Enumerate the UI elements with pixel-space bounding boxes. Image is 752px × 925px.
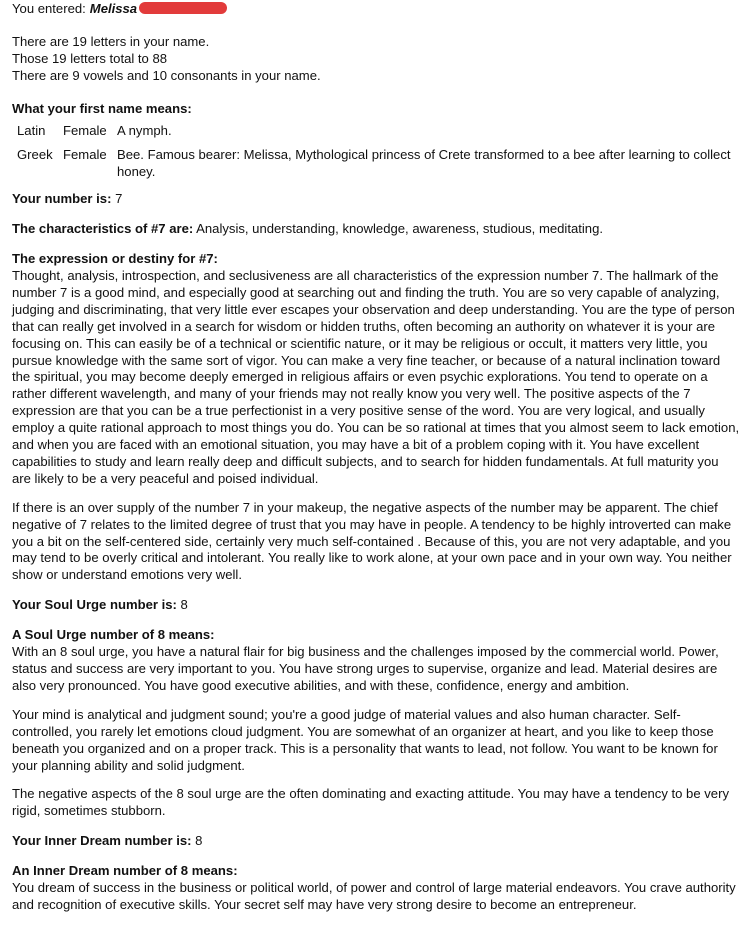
summary-total: Those 19 letters total to 88 [12,50,168,66]
summary-vowels: There are 9 vowels and 10 consonants in your name. [12,67,321,83]
dream-heading: An Inner Dream number of 8 means: [12,863,238,879]
number-value: 7 [115,191,123,207]
soul-paragraph-1: With an 8 soul urge, you have a natural flair for big business and the challenges imposed by the commercial world. Power, status and success are very important to you. You have strong urges to supervise, organize and lead. Material desires are also very pronounced. You have good executive abilities, and with these, confidence, energy and ambition. [12,644,719,693]
summary-letters: There are 19 letters in your name. [12,33,210,49]
number-label: Your number is: [12,191,112,207]
number-line [12,191,740,208]
expression-paragraph-2: If there is an over supply of the number 7 in your makeup, the negative aspects of the number may be apparent. The chief negative of 7 relates to the limited degree of trust that you may have in people. A tendency to be highly introverted can make you a bit on the self-centered side, certainly very much self-contained . Because of this, you are not very adaptable, and you may tend to be overly critical and intolerant. You really like to work alone, at your own pace and in your own way. You neither show or understand emotions very well. [12,499,732,583]
soul-paragraph-3: The negative aspects of the 8 soul urge are the often dominating and exacting attitude. You may have a tendency to be very rigid, sometimes stubborn. [12,786,729,819]
soul-heading: A Soul Urge number of 8 means: [12,627,215,643]
meaning-gender: Female [63,122,107,138]
characteristics-label: The characteristics of #7 are: [12,221,194,237]
dream-paragraph-1: You dream of success in the business or political world, of power and control of large material endeavors. You crave authority and recognition of executive skills. Your secret self may have very strong desire to become an entrepreneur. [12,880,736,912]
entered-name-line [12,1,740,18]
soul-value: 8 [180,597,188,613]
entered-prefix: You entered: [12,1,86,16]
expression-paragraph-1: Thought, analysis, introspection, and seclusiveness are all characteristics of the expression number 7. The hallmark of the number 7 is a good mind, and especially good at searching out and finding the truth. You are so very capable of analyzing, judging and discriminating, that very little ever escapes your observation and deep understanding. You are the type of person that can really get involved in a search for wisdom or hidden truths, often becoming an authority on whatever it is your are focusing on. This can easily be of a technical or scientific nature, or it may be religious or occult, it matters very little, you pursue knowledge with the same sort of vigor. You can make a very fine teacher, or because of a natural inclination toward the spiritual, you may become deeply emerged in religious affairs or even psychic explorations. You tend to operate on a rather different wavelength, and many of your friends may not really know you very well. The positive aspects of the 7 expression are that you can be a true perfectionist in a very positive sense of the word. You are very logical, and usually employ a quite rational approach to most things you do. You can be so rational at times that you almost seem to lack emotion, and when you are faced with an emotional situation, you may have a bit of a problem coping with it. You have excellent capabilities to study and learn really deep and difficult subjects, and to search for hidden fundamentals. At full maturity you are likely to be a very peaceful and poised individual. [12,267,740,486]
dream-number-line [12,833,740,850]
dream-label: Your Inner Dream number is: [12,833,192,849]
meaning-gender: Female [63,147,107,163]
soul-label: Your Soul Urge number is: [12,597,177,613]
meaning-text: A nymph. [117,122,172,138]
soul-paragraph-2: Your mind is analytical and judgment sound; you're a good judge of material values and also human character. Self-controlled, you rarely let emotions cloud judgment. You are somewhat of an organizer at heart, and you like to keep those beneath you organized and on a proper track. This is a personality that wants to lead, not follow. You want to be known for your planning ability and solid judgment. [12,706,718,773]
characteristics-line [12,221,740,238]
soul-number-line [12,597,740,614]
dream-section [12,863,740,914]
expression-heading: The expression or destiny for #7: [12,251,218,267]
expression-section [12,251,740,584]
meaning-row-latin [12,123,740,140]
meaning-heading: What your first name means: [12,100,192,116]
soul-section [12,627,740,820]
name-summary [12,34,740,85]
meaning-origin: Latin [17,122,46,138]
entered-name: Melissa [89,1,138,16]
meaning-table [12,123,740,182]
dream-value: 8 [195,833,203,849]
meaning-origin: Greek [17,147,53,163]
numerology-report [0,1,752,925]
meaning-row-greek [12,147,740,181]
meaning-text: Bee. Famous bearer: Melissa, Mythological princess of Crete transformed to a bee after learning to collect honey. [117,147,731,180]
characteristics-value: Analysis, understanding, knowledge, awareness, studious, meditating. [196,221,604,237]
redaction-mark [139,2,227,14]
